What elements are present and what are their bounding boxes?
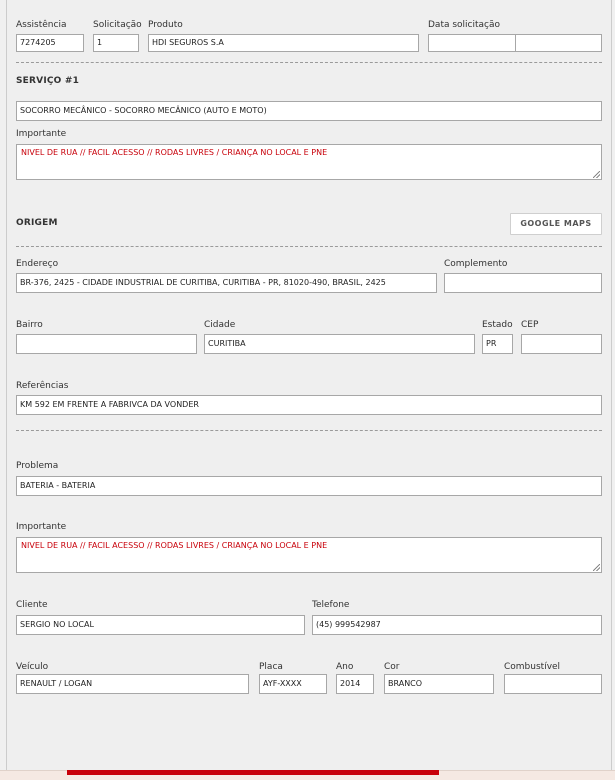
bairro-field[interactable] — [16, 334, 197, 354]
servico-field[interactable]: SOCORRO MECÂNICO - SOCORRO MECÂNICO (AUTO E MOTO) — [16, 101, 602, 121]
telefone-label: Telefone — [312, 600, 350, 610]
endereco-label: Endereço — [16, 259, 59, 269]
problema-label: Problema — [16, 461, 59, 471]
referencias-field[interactable]: KM 592 EM FRENTE A FABRIVCA DA VONDER — [16, 395, 602, 415]
estado-field[interactable]: PR — [482, 334, 513, 354]
problema-importante-textarea[interactable] — [16, 537, 602, 573]
google-maps-button[interactable]: GOOGLE MAPS — [510, 213, 602, 235]
data-solicitacao-label: Data solicitação — [428, 20, 501, 30]
veiculo-field[interactable]: RENAULT / LOGAN — [16, 674, 249, 694]
assistencia-field[interactable]: 7274205 — [16, 34, 84, 52]
ano-field[interactable]: 2014 — [336, 674, 374, 694]
hora-solicitacao-field[interactable] — [515, 34, 602, 52]
problema-field[interactable]: BATERIA - BATERIA — [16, 476, 602, 496]
produto-field[interactable]: HDI SEGUROS S.A — [148, 34, 419, 52]
telefone-field[interactable]: (45) 999542987 — [312, 615, 602, 635]
cor-field[interactable]: BRANCO — [384, 674, 494, 694]
divider — [16, 430, 602, 431]
resize-grip-icon[interactable] — [593, 564, 600, 571]
servico-importante-text: NIVEL DE RUA // FACIL ACESSO // RODAS LIVRES / CRIANÇA NO LOCAL E PNE — [21, 148, 328, 157]
combustivel-label: Combustível — [504, 662, 561, 672]
problema-importante-label: Importante — [16, 522, 67, 532]
cliente-label: Cliente — [16, 600, 48, 610]
resize-grip-icon[interactable] — [593, 171, 600, 178]
ano-label: Ano — [336, 662, 354, 672]
footer-red-strip — [67, 770, 439, 775]
servico-title: SERVIÇO #1 — [16, 76, 80, 86]
origem-title: ORIGEM — [16, 218, 58, 228]
combustivel-field[interactable] — [504, 674, 602, 694]
solicitacao-label: Solicitação — [93, 20, 142, 30]
referencias-label: Referências — [16, 381, 69, 391]
cor-label: Cor — [384, 662, 400, 672]
assistencia-label: Assistência — [16, 20, 67, 30]
cidade-field[interactable]: CURITIBA — [204, 334, 475, 354]
estado-label: Estado — [482, 320, 513, 330]
placa-field[interactable]: AYF-XXXX — [259, 674, 327, 694]
cliente-field[interactable]: SERGIO NO LOCAL — [16, 615, 305, 635]
placa-label: Placa — [259, 662, 283, 672]
servico-importante-textarea[interactable] — [16, 144, 602, 180]
divider — [16, 62, 602, 63]
servico-importante-label: Importante — [16, 129, 67, 139]
cidade-label: Cidade — [204, 320, 236, 330]
cep-field[interactable] — [521, 334, 602, 354]
solicitacao-field[interactable]: 1 — [93, 34, 139, 52]
problema-importante-text: NIVEL DE RUA // FACIL ACESSO // RODAS LIVRES / CRIANÇA NO LOCAL E PNE — [21, 541, 328, 550]
endereco-field[interactable]: BR-376, 2425 - CIDADE INDUSTRIAL DE CURITIBA, CURITIBA - PR, 81020-490, BRASIL, 2425 — [16, 273, 437, 293]
data-solicitacao-field[interactable] — [428, 34, 516, 52]
cep-label: CEP — [521, 320, 539, 330]
complemento-field[interactable] — [444, 273, 602, 293]
veiculo-label: Veículo — [16, 662, 49, 672]
divider — [16, 246, 602, 247]
produto-label: Produto — [148, 20, 183, 30]
bairro-label: Bairro — [16, 320, 43, 330]
complemento-label: Complemento — [444, 259, 508, 269]
